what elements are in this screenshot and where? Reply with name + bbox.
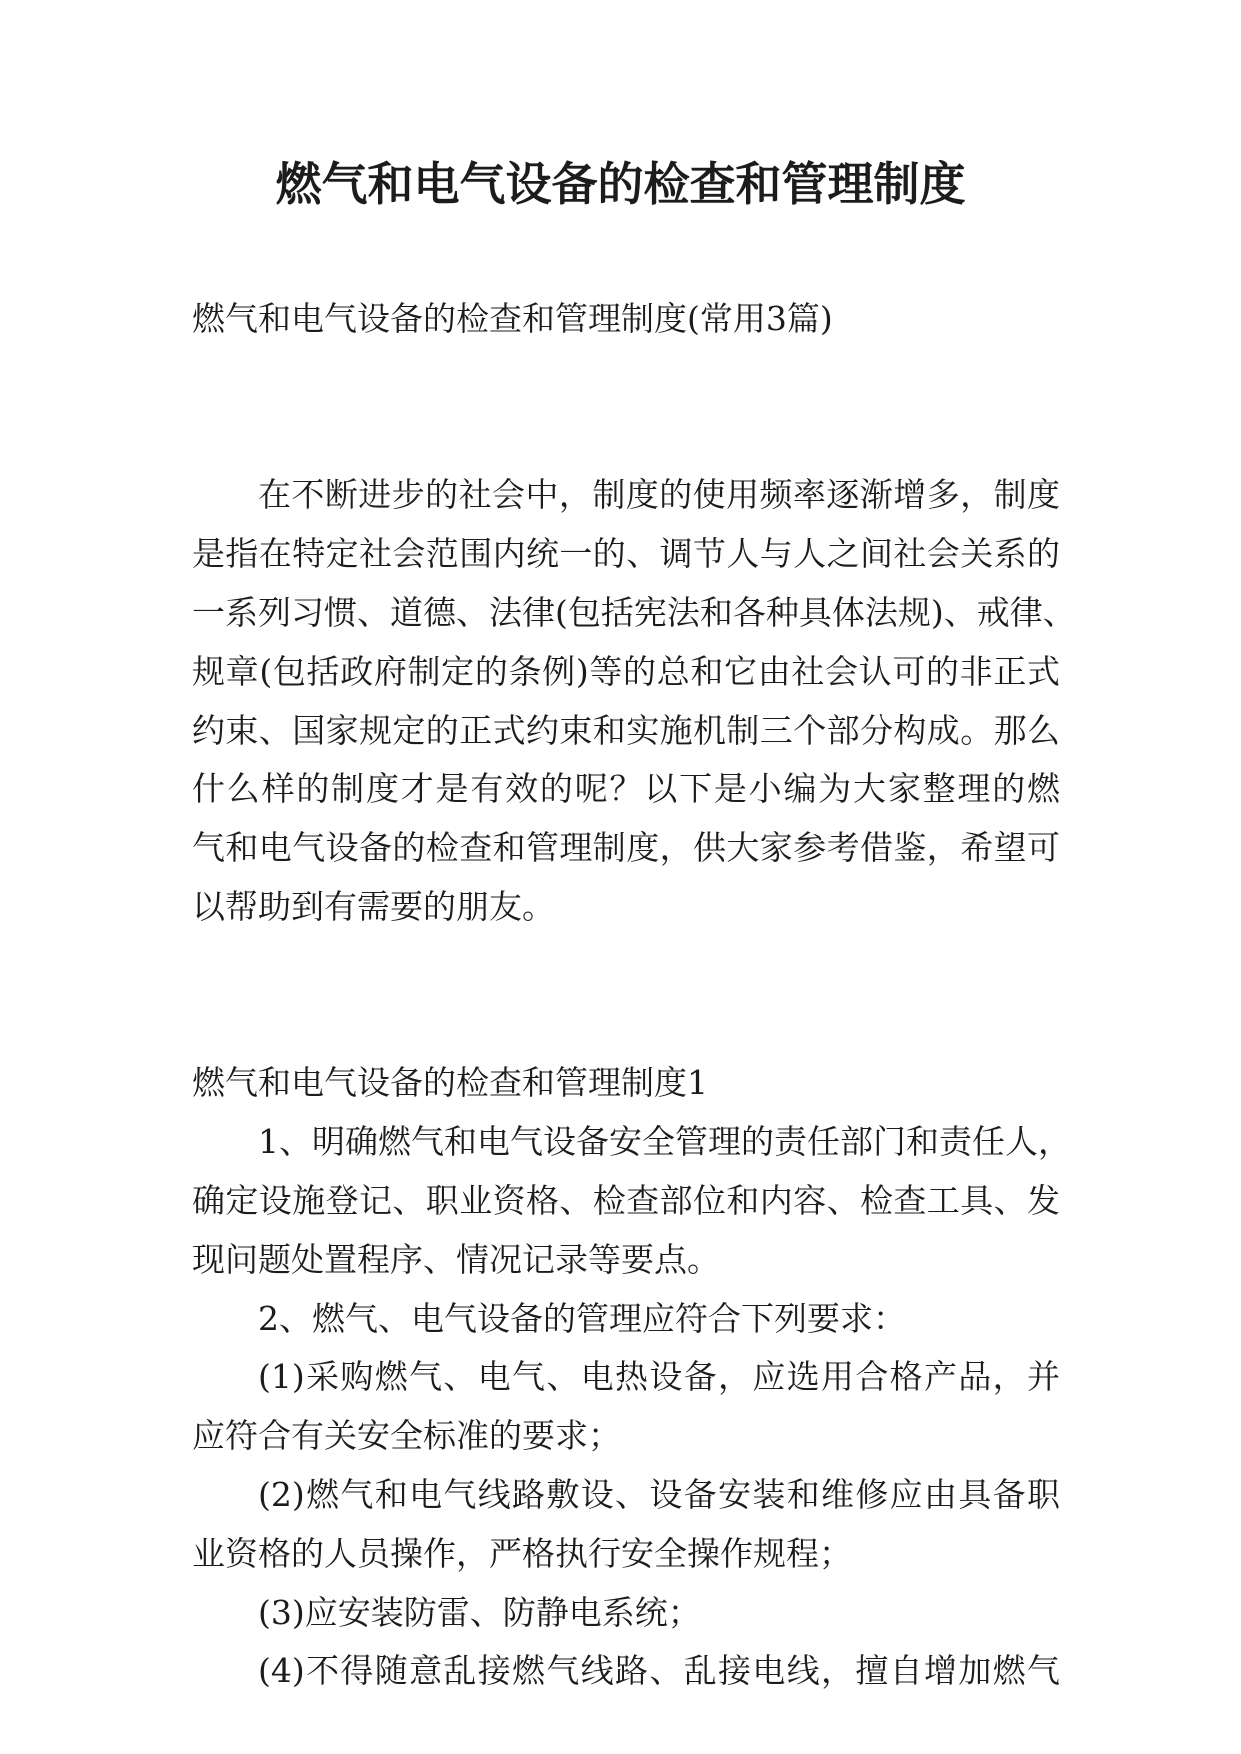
intro-paragraph-line: 以帮助到有需要的朋友。 — [192, 886, 555, 926]
requirement-line: 应符合有关安全标准的要求； — [192, 1416, 621, 1456]
requirement-item-3 — [192, 1584, 1060, 1643]
document-title: 燃气和电气设备的检查和管理制度 — [275, 157, 966, 211]
requirement-line: 业资格的人员操作，严格执行安全操作规程； — [192, 1533, 852, 1573]
section-item-line: 确定设施登记、职业资格、检查部位和内容、检查工具、发 — [192, 1180, 1060, 1220]
requirement-line: (4)不得随意乱接燃气线路、乱接电线，擅自增加燃气 — [258, 1651, 1060, 1691]
section-1 — [192, 1054, 1071, 1701]
requirement-line: (1)采购燃气、电气、电热设备，应选用合格产品，并 — [258, 1357, 1060, 1397]
section-item-line: 1、明确燃气和电气设备安全管理的责任部门和责任人， — [258, 1122, 1071, 1162]
section-item-1 — [192, 1113, 1071, 1289]
intro-paragraph-line: 气和电气设备的检查和管理制度，供大家参考借鉴，希望可 — [192, 828, 1060, 868]
requirement-item-1 — [192, 1348, 1060, 1466]
intro-paragraph-line: 一系列习惯、道德、法律(包括宪法和各种具体法规)、戒律、 — [192, 592, 1076, 632]
requirement-line: (3)应安装防雷、防静电系统； — [258, 1592, 701, 1632]
intro-paragraph — [192, 466, 1076, 936]
intro-paragraph-line: 规章(包括政府制定的条例)等的总和它由社会认可的非正式 — [192, 651, 1060, 691]
requirement-item-4 — [192, 1642, 1060, 1701]
document-subtitle: 燃气和电气设备的检查和管理制度(常用3篇) — [192, 299, 833, 338]
section-item-2 — [192, 1290, 1060, 1349]
requirement-item-2 — [192, 1466, 1060, 1584]
intro-paragraph-line: 是指在特定社会范围内统一的、调节人与人之间社会关系的 — [192, 534, 1060, 574]
section-item-line: 2、燃气、电气设备的管理应符合下列要求： — [258, 1298, 906, 1338]
section-item-line: 现问题处置程序、情况记录等要点。 — [192, 1239, 720, 1279]
intro-paragraph-line: 在不断进步的社会中，制度的使用频率逐渐增多，制度 — [258, 475, 1060, 515]
intro-paragraph-line: 约束、国家规定的正式约束和实施机制三个部分构成。那么 — [192, 710, 1060, 750]
intro-paragraph-line: 什么样的制度才是有效的呢？以下是小编为大家整理的燃 — [192, 769, 1060, 809]
document-body — [192, 290, 1076, 1701]
requirement-line: (2)燃气和电气线路敷设、设备安装和维修应由具备职 — [258, 1474, 1060, 1514]
section-heading: 燃气和电气设备的检查和管理制度1 — [192, 1063, 708, 1103]
